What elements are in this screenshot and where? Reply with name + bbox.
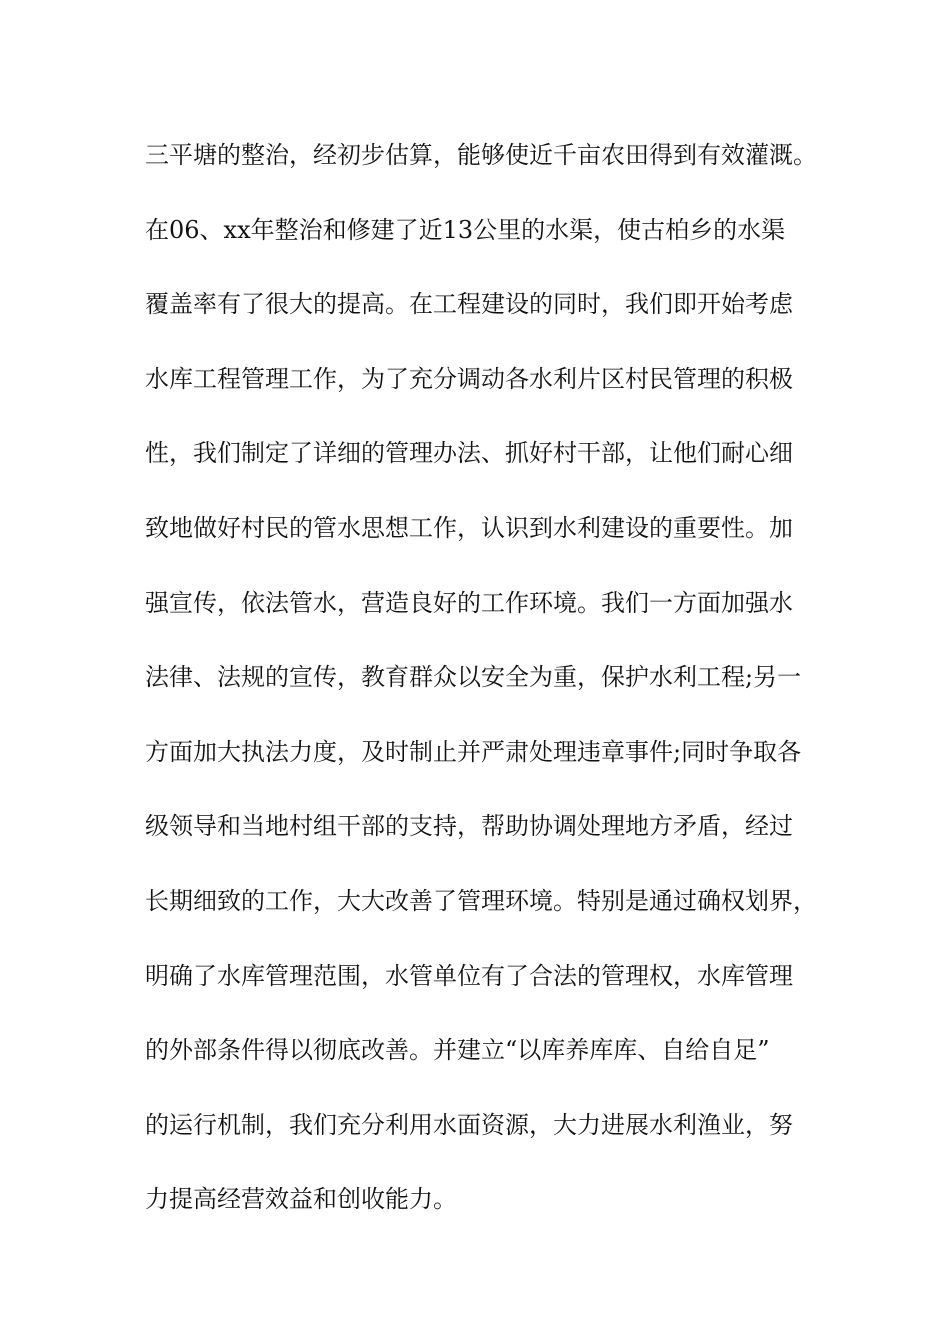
text-line: 在06、xx年整治和修建了近13公里的水渠，使古柏乡的水渠 <box>145 215 786 244</box>
text-line: 性，我们制定了详细的管理办法、抓好村干部，让他们耐心细 <box>145 439 793 468</box>
text-line: 的运行机制，我们充分利用水面资源，大力进展水利渔业，努 <box>145 1110 793 1139</box>
text-line: 明确了水库管理范围，水管单位有了合法的管理权，水库管理 <box>145 961 793 990</box>
text-line: 级领导和当地村组干部的支持，帮助协调处理地方矛盾，经过 <box>145 812 793 841</box>
text-line: 方面加大执法力度，及时制止并严肃处理违章事件;同时争取各 <box>145 737 802 766</box>
text-line: 长期细致的工作，大大改善了管理环境。特别是通过确权划界， <box>145 886 817 915</box>
text-line: 的外部条件得以彻底改善。并建立“以库养库库、自给自足” <box>145 1036 770 1065</box>
text-line: 致地做好村民的管水思想工作，认识到水利建设的重要性。加 <box>145 513 793 542</box>
text-line: 三平塘的整治，经初步估算，能够使近千亩农田得到有效灌溉。 <box>145 141 817 169</box>
text-line: 法律、法规的宣传，教育群众以安全为重，保护水利工程;另一 <box>145 663 802 692</box>
body-text <box>145 130 845 1249</box>
text-line: 力提高经营效益和创收能力。 <box>145 1185 457 1214</box>
text-line: 覆盖率有了很大的提高。在工程建设的同时，我们即开始考虑 <box>145 290 793 319</box>
text-line: 强宣传，依法管水，营造良好的工作环境。我们一方面加强水 <box>145 588 793 617</box>
text-line: 水库工程管理工作，为了充分调动各水利片区村民管理的积极 <box>145 364 793 393</box>
